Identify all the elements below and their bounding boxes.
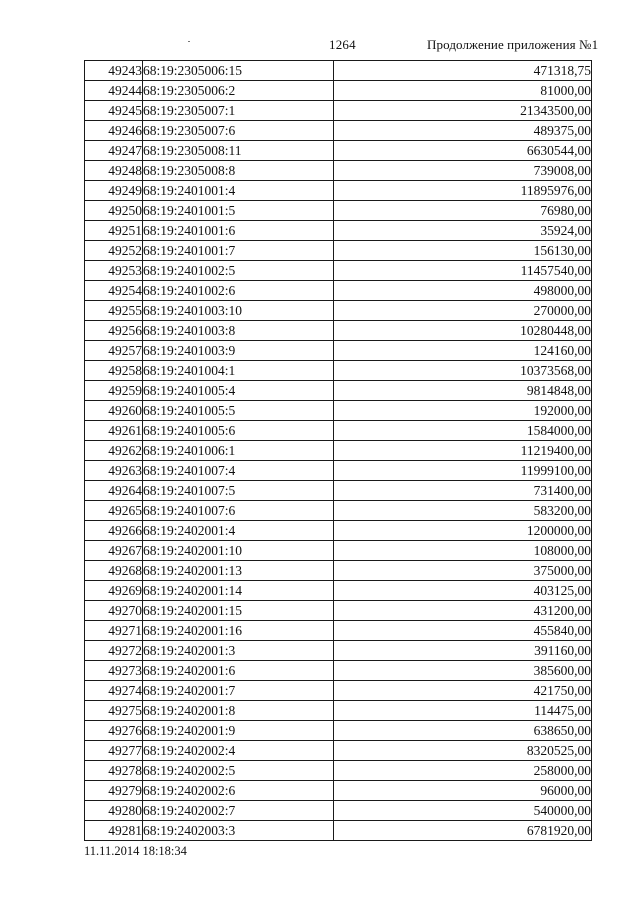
cadastral-value-cell: 431200,00: [334, 601, 592, 621]
table-row: [85, 721, 592, 741]
cadastral-value-cell: 489375,00: [334, 121, 592, 141]
cadastral-number-cell: 68:19:2401001:6: [143, 221, 334, 241]
row-number-cell: 49247: [85, 141, 143, 161]
cadastral-number-cell: 68:19:2401002:6: [143, 281, 334, 301]
row-number-cell: 49256: [85, 321, 143, 341]
cadastral-number-cell: 68:19:2402001:9: [143, 721, 334, 741]
cadastral-number-cell: 68:19:2402002:7: [143, 801, 334, 821]
cadastral-number-cell: 68:19:2401001:7: [143, 241, 334, 261]
cadastral-number-cell: 68:19:2401007:5: [143, 481, 334, 501]
cadastral-number-cell: 68:19:2402001:10: [143, 541, 334, 561]
row-number-cell: 49277: [85, 741, 143, 761]
table-row: [85, 181, 592, 201]
table-row: [85, 601, 592, 621]
cadastral-number-cell: 68:19:2401007:6: [143, 501, 334, 521]
table-row: [85, 741, 592, 761]
table-row: [85, 241, 592, 261]
row-number-cell: 49265: [85, 501, 143, 521]
table-row: [85, 361, 592, 381]
cadastral-value-cell: 258000,00: [334, 761, 592, 781]
table-row: [85, 641, 592, 661]
cadastral-number-cell: 68:19:2402001:7: [143, 681, 334, 701]
table-row: [85, 501, 592, 521]
row-number-cell: 49245: [85, 101, 143, 121]
cadastral-value-cell: 124160,00: [334, 341, 592, 361]
table-row: [85, 381, 592, 401]
table-row: [85, 221, 592, 241]
cadastral-number-cell: 68:19:2305008:11: [143, 141, 334, 161]
row-number-cell: 49255: [85, 301, 143, 321]
cadastral-value-cell: 8320525,00: [334, 741, 592, 761]
table-row: [85, 821, 592, 841]
cadastral-value-cell: 403125,00: [334, 581, 592, 601]
table-row: [85, 101, 592, 121]
cadastral-number-cell: 68:19:2305007:1: [143, 101, 334, 121]
row-number-cell: 49279: [85, 781, 143, 801]
cadastral-value-cell: 1584000,00: [334, 421, 592, 441]
cadastral-number-cell: 68:19:2305006:2: [143, 81, 334, 101]
row-number-cell: 49254: [85, 281, 143, 301]
table-row: [85, 441, 592, 461]
row-number-cell: 49281: [85, 821, 143, 841]
row-number-cell: 49243: [85, 61, 143, 81]
cadastral-number-cell: 68:19:2402001:4: [143, 521, 334, 541]
table-row: [85, 801, 592, 821]
cadastral-number-cell: 68:19:2305008:8: [143, 161, 334, 181]
row-number-cell: 49270: [85, 601, 143, 621]
cadastral-value-cell: 1200000,00: [334, 521, 592, 541]
cadastral-value-cell: 156130,00: [334, 241, 592, 261]
cadastral-number-cell: 68:19:2402001:8: [143, 701, 334, 721]
cadastral-value-cell: 6630544,00: [334, 141, 592, 161]
cadastral-value-cell: 731400,00: [334, 481, 592, 501]
cadastral-number-cell: 68:19:2401007:4: [143, 461, 334, 481]
cadastral-number-cell: 68:19:2401001:4: [143, 181, 334, 201]
cadastral-number-cell: 68:19:2401001:5: [143, 201, 334, 221]
table-body: [85, 61, 592, 841]
row-number-cell: 49263: [85, 461, 143, 481]
row-number-cell: 49260: [85, 401, 143, 421]
cadastral-number-cell: 68:19:2401003:8: [143, 321, 334, 341]
print-timestamp: 11.11.2014 18:18:34: [84, 844, 187, 858]
table-row: [85, 81, 592, 101]
cadastral-number-cell: 68:19:2401005:6: [143, 421, 334, 441]
cadastral-value-cell: 385600,00: [334, 661, 592, 681]
row-number-cell: 49244: [85, 81, 143, 101]
row-number-cell: 49276: [85, 721, 143, 741]
cadastral-number-cell: 68:19:2401003:9: [143, 341, 334, 361]
table-row: [85, 561, 592, 581]
cadastral-number-cell: 68:19:2402001:3: [143, 641, 334, 661]
cadastral-value-cell: 9814848,00: [334, 381, 592, 401]
table-row: [85, 461, 592, 481]
row-number-cell: 49250: [85, 201, 143, 221]
cadastral-value-cell: 35924,00: [334, 221, 592, 241]
table-row: [85, 521, 592, 541]
table-row: [85, 161, 592, 181]
table-row: [85, 781, 592, 801]
cadastral-value-cell: 6781920,00: [334, 821, 592, 841]
cadastral-value-cell: 96000,00: [334, 781, 592, 801]
row-number-cell: 49253: [85, 261, 143, 281]
table-row: [85, 701, 592, 721]
cadastral-number-cell: 68:19:2401002:5: [143, 261, 334, 281]
row-number-cell: 49267: [85, 541, 143, 561]
row-number-cell: 49271: [85, 621, 143, 641]
table-row: [85, 61, 592, 81]
row-number-cell: 49280: [85, 801, 143, 821]
row-number-cell: 49278: [85, 761, 143, 781]
cadastral-value-cell: 10280448,00: [334, 321, 592, 341]
cadastral-number-cell: 68:19:2401004:1: [143, 361, 334, 381]
cadastral-number-cell: 68:19:2401005:5: [143, 401, 334, 421]
cadastral-number-cell: 68:19:2401006:1: [143, 441, 334, 461]
table-row: [85, 581, 592, 601]
row-number-cell: 49274: [85, 681, 143, 701]
cadastral-value-cell: 421750,00: [334, 681, 592, 701]
cadastral-number-cell: 68:19:2402001:14: [143, 581, 334, 601]
cadastral-value-cell: 498000,00: [334, 281, 592, 301]
cadastral-number-cell: 68:19:2402001:6: [143, 661, 334, 681]
table-row: [85, 301, 592, 321]
cadastral-number-cell: 68:19:2402002:4: [143, 741, 334, 761]
row-number-cell: 49249: [85, 181, 143, 201]
cadastral-value-table: [84, 60, 592, 841]
stray-mark: [188, 41, 190, 42]
cadastral-number-cell: 68:19:2305007:6: [143, 121, 334, 141]
cadastral-number-cell: 68:19:2402002:6: [143, 781, 334, 801]
table-row: [85, 481, 592, 501]
row-number-cell: 49268: [85, 561, 143, 581]
cadastral-value-cell: 583200,00: [334, 501, 592, 521]
row-number-cell: 49251: [85, 221, 143, 241]
row-number-cell: 49261: [85, 421, 143, 441]
cadastral-number-cell: 68:19:2402001:16: [143, 621, 334, 641]
table-row: [85, 121, 592, 141]
row-number-cell: 49275: [85, 701, 143, 721]
row-number-cell: 49266: [85, 521, 143, 541]
cadastral-value-cell: 540000,00: [334, 801, 592, 821]
row-number-cell: 49248: [85, 161, 143, 181]
row-number-cell: 49262: [85, 441, 143, 461]
row-number-cell: 49257: [85, 341, 143, 361]
table-row: [85, 141, 592, 161]
cadastral-value-cell: 108000,00: [334, 541, 592, 561]
cadastral-value-cell: 21343500,00: [334, 101, 592, 121]
row-number-cell: 49258: [85, 361, 143, 381]
row-number-cell: 49269: [85, 581, 143, 601]
cadastral-value-cell: 76980,00: [334, 201, 592, 221]
table-row: [85, 681, 592, 701]
table-row: [85, 401, 592, 421]
cadastral-value-cell: 192000,00: [334, 401, 592, 421]
cadastral-value-cell: 11999100,00: [334, 461, 592, 481]
table-row: [85, 201, 592, 221]
cadastral-number-cell: 68:19:2402003:3: [143, 821, 334, 841]
cadastral-value-cell: 391160,00: [334, 641, 592, 661]
cadastral-number-cell: 68:19:2401003:10: [143, 301, 334, 321]
cadastral-value-cell: 11457540,00: [334, 261, 592, 281]
cadastral-value-cell: 471318,75: [334, 61, 592, 81]
cadastral-value-cell: 114475,00: [334, 701, 592, 721]
table-row: [85, 621, 592, 641]
table-row: [85, 261, 592, 281]
cadastral-value-cell: 739008,00: [334, 161, 592, 181]
table-row: [85, 341, 592, 361]
cadastral-value-cell: 11895976,00: [334, 181, 592, 201]
row-number-cell: 49246: [85, 121, 143, 141]
page-number: 1264: [329, 37, 356, 52]
cadastral-value-cell: 10373568,00: [334, 361, 592, 381]
row-number-cell: 49272: [85, 641, 143, 661]
table-row: [85, 321, 592, 341]
cadastral-number-cell: 68:19:2401005:4: [143, 381, 334, 401]
cadastral-value-cell: 638650,00: [334, 721, 592, 741]
row-number-cell: 49273: [85, 661, 143, 681]
cadastral-number-cell: 68:19:2402002:5: [143, 761, 334, 781]
cadastral-value-cell: 375000,00: [334, 561, 592, 581]
cadastral-value-cell: 270000,00: [334, 301, 592, 321]
row-number-cell: 49252: [85, 241, 143, 261]
row-number-cell: 49259: [85, 381, 143, 401]
appendix-continuation-note: Продолжение приложения №1: [427, 37, 599, 52]
table-row: [85, 541, 592, 561]
table-row: [85, 281, 592, 301]
cadastral-value-cell: 81000,00: [334, 81, 592, 101]
cadastral-value-cell: 455840,00: [334, 621, 592, 641]
table-row: [85, 761, 592, 781]
table-row: [85, 421, 592, 441]
cadastral-value-cell: 11219400,00: [334, 441, 592, 461]
cadastral-number-cell: 68:19:2305006:15: [143, 61, 334, 81]
table-row: [85, 661, 592, 681]
cadastral-number-cell: 68:19:2402001:15: [143, 601, 334, 621]
cadastral-number-cell: 68:19:2402001:13: [143, 561, 334, 581]
row-number-cell: 49264: [85, 481, 143, 501]
